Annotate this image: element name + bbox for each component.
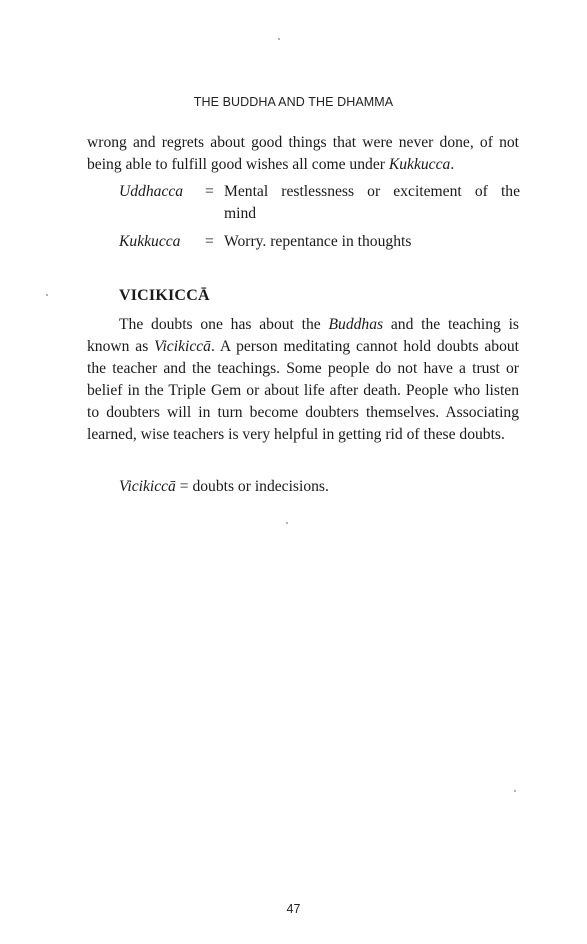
definition-meaning: Worry. repentance in thoughts xyxy=(224,233,412,250)
definition-meaning-line1: Mental restlessness or excitement of the xyxy=(224,183,520,200)
scan-speck xyxy=(286,522,288,524)
equals-sign: = xyxy=(205,183,214,200)
definition-uddhacca xyxy=(119,181,521,227)
intro-text: wrong and regrets about good things that were never done, of not being able to fulfill good wishes all come under xyxy=(87,134,519,173)
section-paragraph xyxy=(87,314,519,446)
definition-kukkucca xyxy=(119,231,521,255)
definition-meaning: = doubts or indecisions. xyxy=(175,478,329,495)
scan-speck xyxy=(46,294,48,296)
definition-term: Uddhacca xyxy=(119,183,184,200)
intro-paragraph xyxy=(87,132,519,176)
vicikicca-definition xyxy=(119,476,329,498)
paragraph-term: Vicikiccā xyxy=(154,338,211,355)
definition-term: Kukkucca xyxy=(119,233,181,250)
scan-speck xyxy=(278,38,280,40)
paragraph-text: . A person meditating cannot hold doubts about the teacher and the teachings. Some people do not have a trust or belief in the Triple Gem or about life after death. People who listen to doubters will in turn become doubters themselves. Associating learned, wise teachers is very helpful in getting rid of these doubts. xyxy=(87,338,519,443)
section-heading: VICIKICCĀ xyxy=(119,287,210,304)
running-head: THE BUDDHA AND THE DHAMMA xyxy=(193,95,394,109)
page-number: 47 xyxy=(286,902,301,916)
paragraph-text: and the teaching is known as xyxy=(87,316,519,355)
equals-sign: = xyxy=(205,233,214,250)
intro-term: Kukkucca xyxy=(388,156,451,173)
paragraph-text: The doubts one has about the xyxy=(119,316,329,333)
scan-speck xyxy=(514,790,516,792)
paragraph-term: Buddhas xyxy=(328,316,384,333)
definition-meaning-line2: mind xyxy=(224,205,257,222)
definition-term: Vicikiccā xyxy=(119,478,176,495)
intro-text-end: . xyxy=(450,156,455,173)
definition-meaning xyxy=(224,181,520,225)
